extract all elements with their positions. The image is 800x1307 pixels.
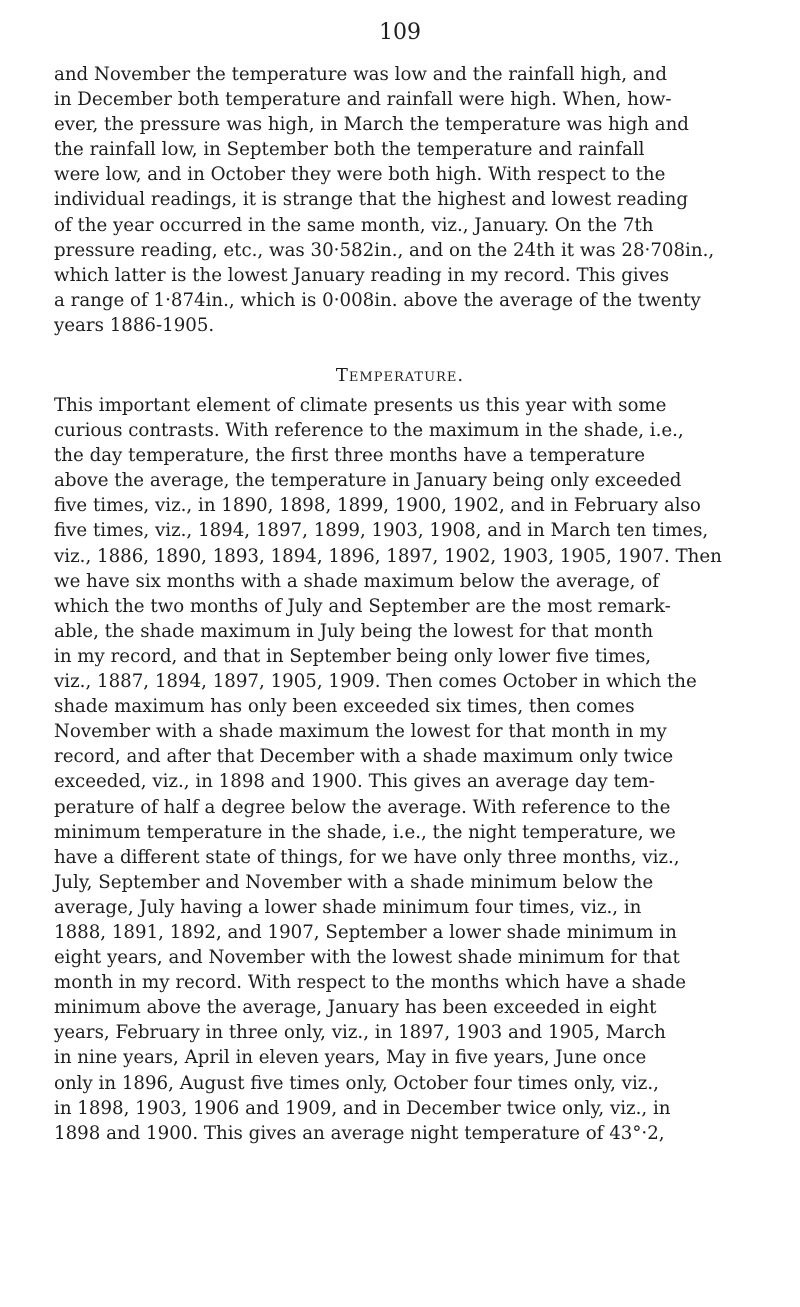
text-line: record, and after that December with a shade maximum only twice <box>54 746 674 768</box>
text-line: which latter is the lowest January reading in my record. This gives <box>54 264 670 286</box>
paragraph-temperature <box>54 393 756 1146</box>
text-line: minimum temperature in the shade, i.e., the night temperature, we <box>54 821 676 843</box>
text-line: and November the temperature was low and the rainfall high, and <box>54 64 667 85</box>
text-line: of the year occurred in the same month, viz., January. On the 7th <box>54 214 654 236</box>
text-line: in December both temperature and rainfall were high. When, how- <box>54 89 672 111</box>
text-line: which the two months of July and September are the most remark- <box>54 595 671 617</box>
text-line: minimum above the average, January has been exceeded in eight <box>54 997 657 1019</box>
text-line: pressure reading, etc., was 30·582in., and on the 24th it was 28·708in., <box>54 239 715 261</box>
text-line: average, July having a lower shade minimum four times, viz., in <box>54 896 642 918</box>
text-line: were low, and in October they were both high. With respect to the <box>54 164 666 186</box>
text-line: November with a shade maximum the lowest for that month in my <box>54 721 667 743</box>
text-line: five times, viz., 1894, 1897, 1899, 1903, 1908, and in March ten times, <box>54 520 709 542</box>
text-line: in 1898, 1903, 1906 and 1909, and in December twice only, viz., in <box>54 1097 671 1119</box>
page-number: 109 <box>379 20 421 45</box>
text-line: ever, the pressure was high, in March the temperature was high and <box>54 114 689 136</box>
paragraph-pressure <box>54 62 756 338</box>
text-line: we have six months with a shade maximum below the average, of <box>54 570 659 592</box>
text-line: shade maximum has only been exceeded six times, then comes <box>54 696 635 718</box>
text-line: years, February in three only, viz., in 1897, 1903 and 1905, March <box>54 1022 666 1044</box>
text-line: exceeded, viz., in 1898 and 1900. This gives an average day tem- <box>54 771 655 793</box>
text-line: This important element of climate presents us this year with some <box>54 395 667 416</box>
text-line: a range of 1·874in., which is 0·008in. above the average of the twenty <box>54 289 701 311</box>
section-heading: Temperature. <box>335 365 465 386</box>
text-line: perature of half a degree below the average. With reference to the <box>54 796 671 818</box>
text-line: viz., 1886, 1890, 1893, 1894, 1896, 1897, 1902, 1903, 1905, 1907. Then <box>54 545 722 567</box>
text-line: curious contrasts. With reference to the maximum in the shade, i.e., <box>54 420 684 442</box>
text-line: eight years, and November with the lowest shade minimum for that <box>54 947 680 969</box>
text-line: 1898 and 1900. This gives an average night temperature of 43°·2, <box>54 1122 665 1144</box>
text-line: July, September and November with a shade minimum below the <box>54 871 654 893</box>
text-line: able, the shade maximum in July being the lowest for that month <box>54 620 654 642</box>
text-line: month in my record. With respect to the months which have a shade <box>54 972 687 994</box>
text-line: the day temperature, the first three months have a temperature <box>54 445 646 467</box>
text-line: in nine years, April in eleven years, May in five years, June once <box>54 1047 647 1069</box>
text-line: individual readings, it is strange that the highest and lowest reading <box>54 189 689 211</box>
text-line: have a different state of things, for we have only three months, viz., <box>54 846 680 868</box>
text-line: the rainfall low, in September both the temperature and rainfall <box>54 139 645 161</box>
text-line: viz., 1887, 1894, 1897, 1905, 1909. Then comes October in which the <box>54 671 697 693</box>
text-line: above the average, the temperature in January being only exceeded <box>54 470 682 492</box>
text-line: in my record, and that in September being only lower five times, <box>54 645 652 667</box>
text-line: 1888, 1891, 1892, and 1907, September a lower shade minimum in <box>54 921 677 943</box>
text-line: five times, viz., in 1890, 1898, 1899, 1900, 1902, and in February also <box>54 495 701 517</box>
text-line: years 1886-1905. <box>54 314 215 336</box>
text-line: only in 1896, August five times only, October four times only, viz., <box>54 1072 659 1094</box>
